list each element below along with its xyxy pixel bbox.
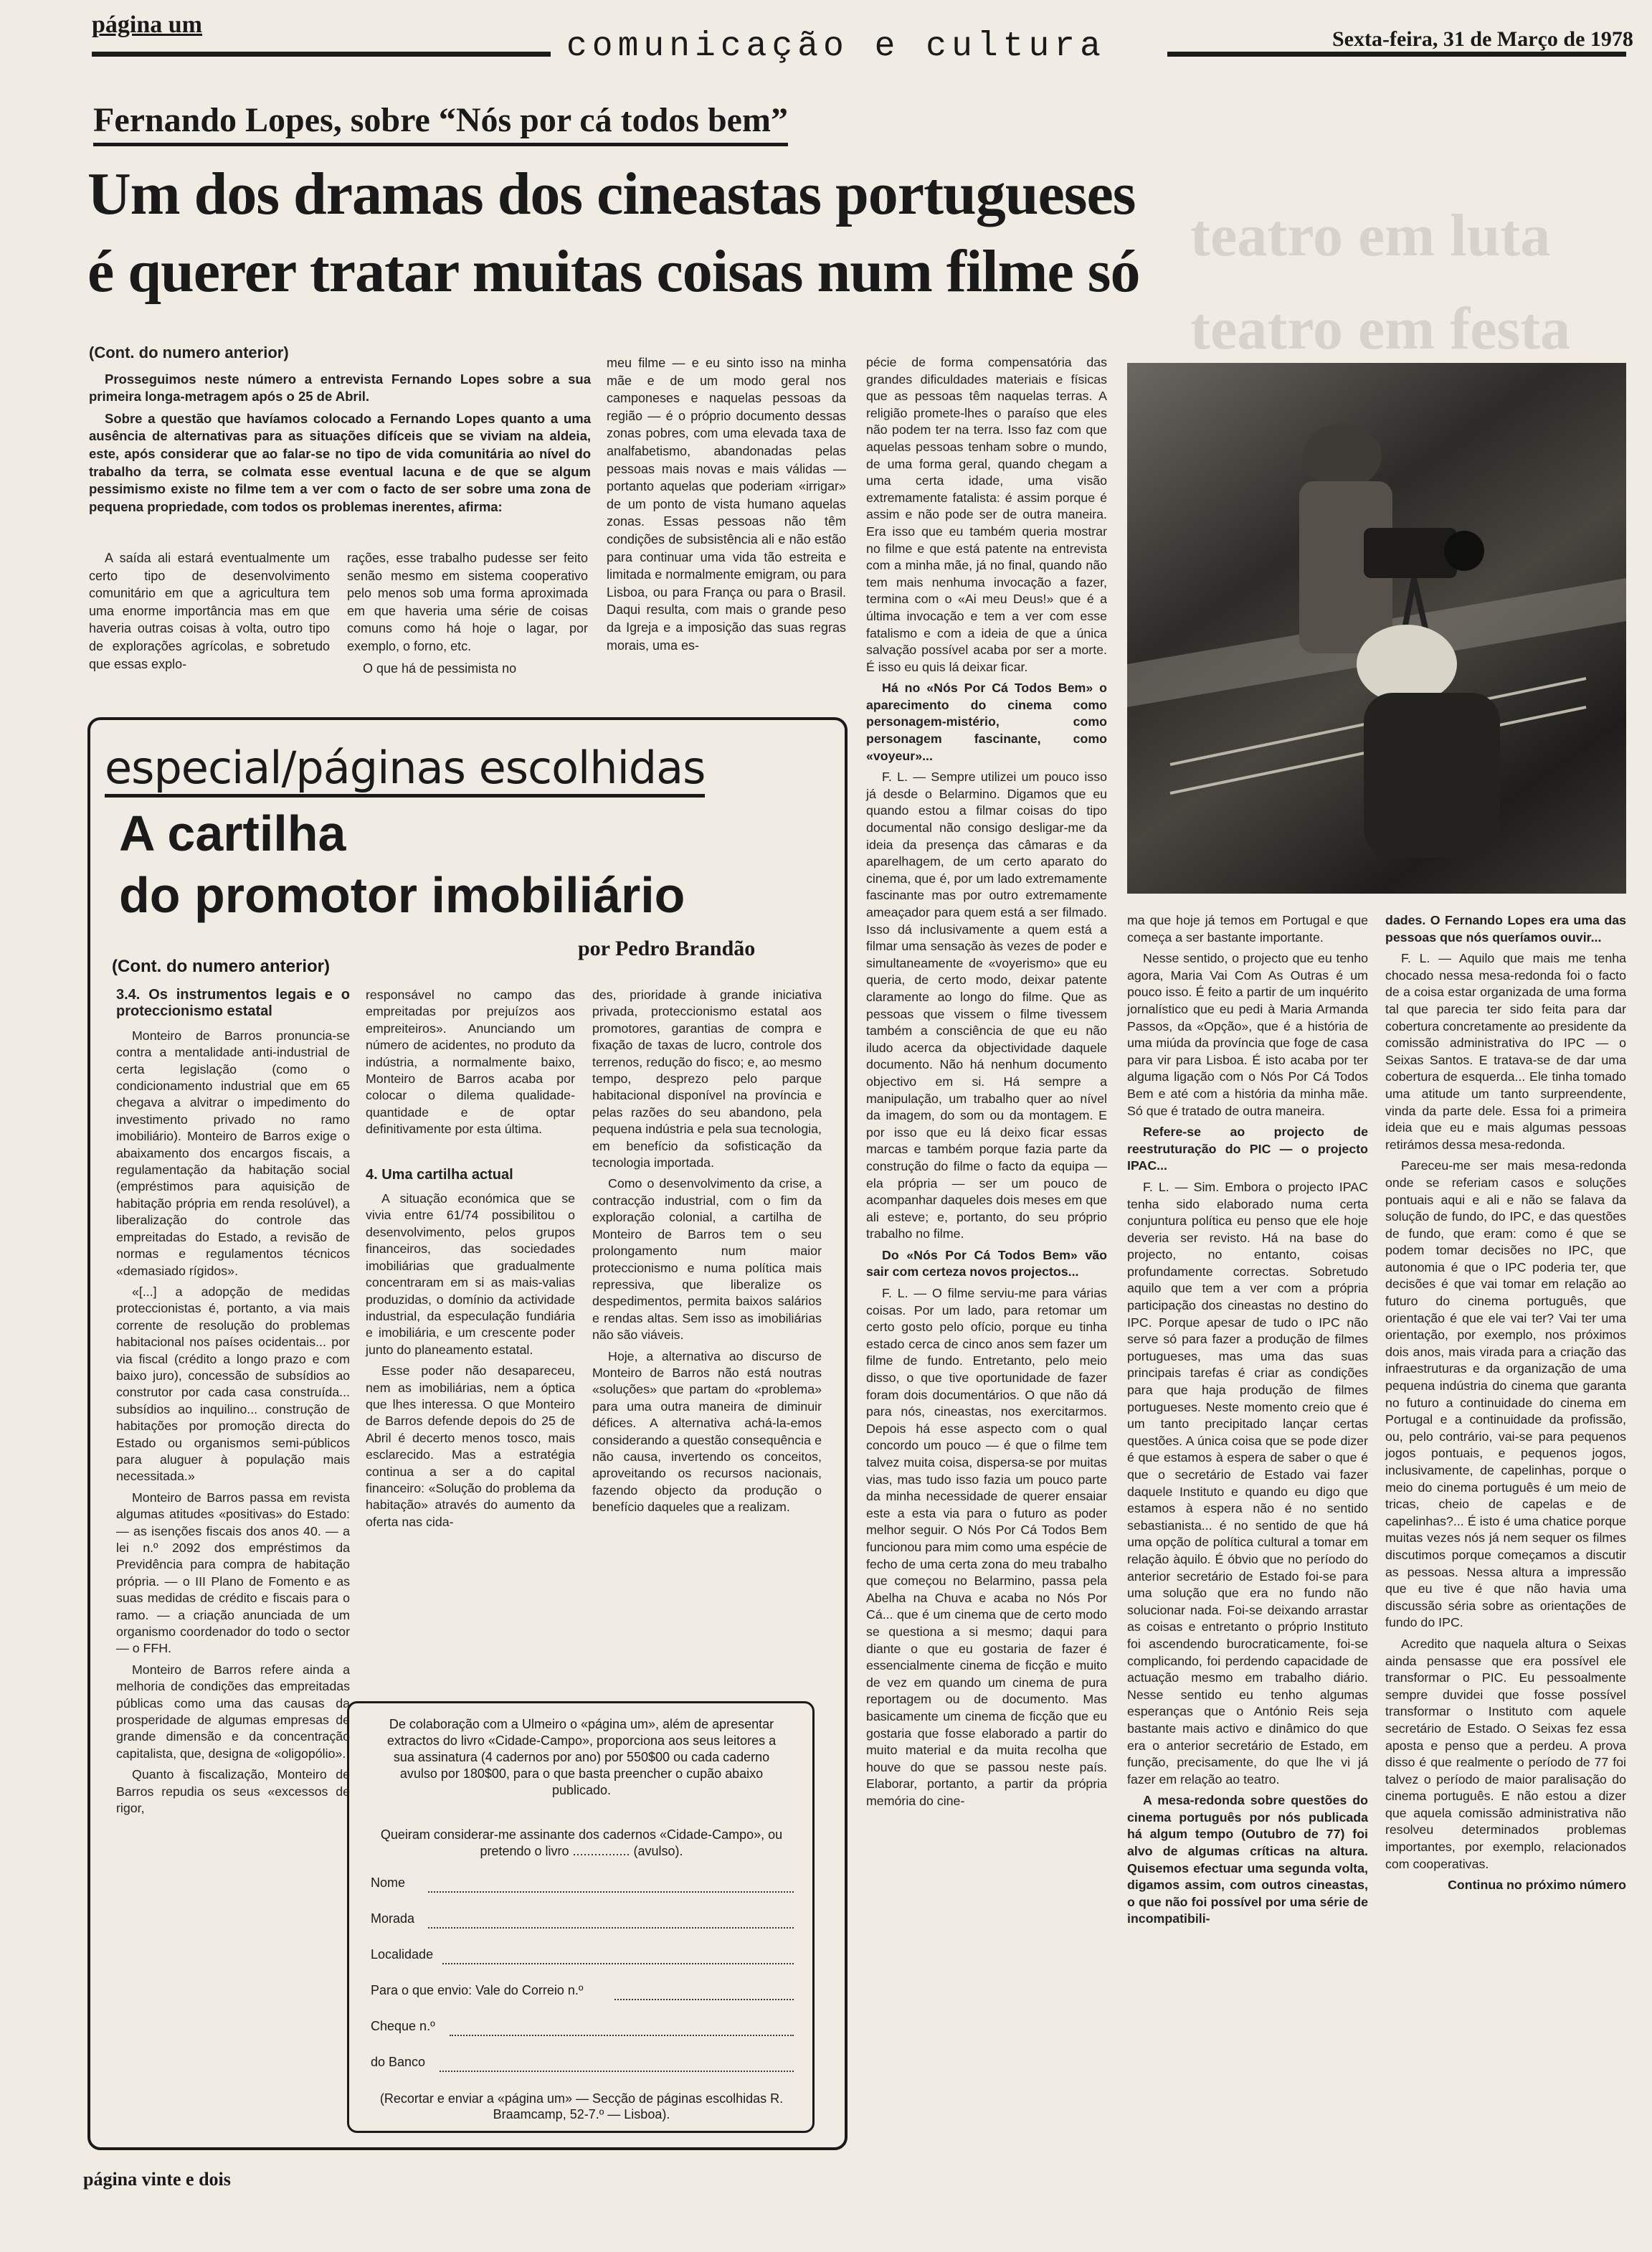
coupon-field-address-line: [428, 1927, 794, 1929]
article-col-4-question-2: Do «Nós Por Cá Todos Bem» vão sair com certeza novos projectos...: [866, 1247, 1107, 1279]
continua-note: Continua no próximo número: [1448, 1878, 1626, 1893]
special-col-b-text-2: A situação económica que se vivia entre 61/74 possibilitou o desenvolvimento, pelos grupos financeiros, das sociedades imobiliárias que gradualmente concentraram em si as mais-valias produzidas, o domínio da actividade industrial, da especulação fundiária e imobiliária, e um crescente poder junto do planeamento estatal.: [366, 1191, 575, 1357]
section-4-title: 4. Uma cartilha actual: [366, 1166, 513, 1183]
section-3-4-title: 3.4. Os instrumentos legais e o proteccionismo estatal: [116, 987, 350, 1020]
ghost-headline-1: teatro em luta: [1190, 202, 1551, 269]
coupon-field-name[interactable]: [371, 1875, 794, 1904]
coupon-field-bank-label: do Banco: [371, 2055, 426, 2069]
coupon-field-postal-order-label: Para o que envio: Vale do Correio n.º: [371, 1983, 584, 1997]
masthead: [0, 0, 1652, 72]
article-col-4-text: pécie de forma compensatória das grandes dificuldades materiais e físicas que as pessoas têm naquelas terras. A religião promete-lhes o paraíso que eles não podem ter na terra. Isso faz com que aquelas pessoas tenham sobre o mundo, de uma forma geral, quando chegam a uma certa idade, uma visão extremamente fatalista: é assim porque é assim e não pode ser de outra maneira. Era isso que eu também queria mostrar no filme e que está patente na entrevista com a minha mãe, já no final, quando não tem mais nenhuma invocação a fazer, termina com o «Ai meu Deus!» que é a última invocação e tem a ver com esse fatalismo e com a ideia de que a única salvação possível acaba por ser a morte. É isso eu quis lá deixar ficar.: [866, 355, 1107, 674]
coupon-field-locality-line: [442, 1963, 794, 1964]
coupon-field-cheque-label: Cheque n.º: [371, 2019, 435, 2033]
coupon-field-postal-order-line: [614, 1999, 794, 2000]
article-cont-note: (Cont. do numero anterior): [89, 344, 289, 361]
coupon-field-postal-order[interactable]: [371, 1983, 794, 2012]
coupon-field-address[interactable]: [371, 1911, 794, 1940]
special-col-c-text: des, prioridade à grande iniciativa privada, proteccionismo estatal aos promotores, garantias de compra e fixação de taxas de lucro, controle dos terrenos, redução do fisco; e, ao mesmo tempo, desprezo pelo parque habitacional disponível na província e pelas razões do seu abandono, pela pequena indústria e pela sua tecnologia, em benefício da sofisticação da tecnologia importada.: [592, 988, 822, 1170]
special-col-b: [366, 987, 575, 1535]
coupon-field-bank[interactable]: [371, 2055, 794, 2083]
article-col-5-question: Refere-se ao projecto de reestruturação do PIC — o projecto IPAC...: [1127, 1125, 1368, 1173]
article-kicker: Fernando Lopes, sobre “Nós por cá todos bem”: [93, 100, 788, 146]
article-col-4-question: Há no «Nós Por Cá Todos Bem» o aparecimento do cinema como personagem-mistério, como personagem fascinante, como «voyeur»...: [866, 681, 1107, 763]
article-col-5-question-2: A mesa-redonda sobre questões do cinema português por nós publicada há algum tempo (Outubro de 77) foi alvo de algumas críticas na altura. Quisemos efectuar uma segunda volta, digamos assim, com outros cineastas, o que não foi possível por uma série de incompatibili-: [1127, 1793, 1368, 1926]
article-col-2-text: rações, esse trabalho pudesse ser feito senão mesmo em sistema cooperativo pelo menos sob uma forma aproximada em que haveria uma série de coisas comuns como há hoje o lagar, por exemplo, o forno, etc.: [347, 551, 588, 653]
masthead-page-label: página um: [92, 11, 202, 38]
special-title-2: do promotor imobiliário: [119, 867, 685, 923]
article-col-6-text-2: Pareceu-me ser mais mesa-redonda onde se referiam casos e soluções pontuais aqui e ali e não se falava da solução de fundo, do IPC, e das questões de fundo, que eram: como é que se podem tomar decisões no IPC, que autonomia é que o IPC poderia ter, que decisões é que vai tomar em relação ao futuro do cinema português, que orientação é que ele vai ter? Vai ter uma orientação, por exemplo, nos próximos dois anos, mais virada para a criação das infraestruturas e da organização de uma pequena indústria do cinema que garanta no futuro a continuidade do cinema em Portugal e a continuidade da profissão, ou, pelo contrário, vai-se para pequenos jogos pontuais, e pequenos jogos, inclusivamente, de capelinhas, porque o meio do cinema português é um meio de tricas, cheio de capelas e de capelinhas?... É isto é uma chatice porque muitas vezes nós já nem sequer os filmes discutimos porque começamos a discutir as pessoas. Nessa altura a impressão que eu tive é que não havia uma discussão séria sobre as orientações de fundo do IPC.: [1385, 1158, 1626, 1630]
coupon-field-cheque-line: [450, 2035, 794, 2036]
article-col-6-text: dades. O Fernando Lopes era uma das pessoas que nós queríamos ouvir...: [1385, 913, 1626, 945]
masthead-rule-left: [92, 52, 551, 57]
special-col-b-text-3: Esse poder não desapareceu, nem as imobiliárias, nem a óptica que lhes interessa. O que Monteiro de Barros defende depois do 25 de Abril é decerto menos tosco, mais esclarecido. Mas a estratégia continua a ser a do capital financeiro: «Solução do problema da habitação» através do aumento da oferta nas cida-: [366, 1363, 575, 1529]
article-col-6-answer: F. L. — Aquilo que mais me tenha chocado nessa mesa-redonda foi o facto de a coisa estar organizada de uma forma tal que parecia ter sido feita para dar cobertura concretamente ao presidente da comissão administrativa do IPC — o Seixas Santos. E tratava-se de dar uma cobertura de esquerda... Ele tinha tomado uma atitude um tanto surpreendente, vinda da parte dele. Essa foi a primeira ideia que eu e mais algumas pessoas retirámos dessa mesa-redonda.: [1385, 951, 1626, 1152]
article-col-1-text: A saída ali estará eventualmente um certo tipo de desenvolvimento comunitário em que a agricultura tem uma enorme importância mas em que haveria outras coisas à volta, outro tipo de explorações agrícolas, e sobretudo que essas explo-: [89, 551, 330, 671]
coupon-field-name-line: [428, 1891, 794, 1893]
coupon-field-cheque[interactable]: [371, 2019, 794, 2048]
page-footer: página vinte e dois: [83, 2169, 231, 2190]
article-col-5-text-2: Nesse sentido, o projecto que eu tenho agora, Maria Vai Com As Outras é um pouco isso. É feito a partir de um inquérito jornalístico que eu pedi à Maria Armanda Passos, da «Opção», que é a história de uma miúda da província que foge de casa para vir para Lisboa. É isto acaba por ter alguma ligação com o Nós Por Cá Todos Bem e até com a história da minha mãe. Só que é tratado de outra maneira.: [1127, 951, 1368, 1118]
article-col-6-text-3: Acredito que naquela altura o Seixas ainda pensasse que era possível ele transformar o PIC. Eu pessoalmente sempre duvidei que fosse possível transformar o Instituto com aquele secretário de Estado. O Seixas fez essa aposta e penso que a perdeu. A prova disso é que realmente o período de 77 foi talvez o período de maior paralisação do cinema português. E não estou a dizer que aquela comissão administrativa não resolveu determinados problemas importantes, por exemplo, relacionados com cooperativas.: [1385, 1636, 1626, 1871]
article-col-2-text-2: O que há de pessimista no: [363, 661, 517, 676]
coupon-field-locality[interactable]: [371, 1947, 794, 1976]
article-lead: Prosseguimos neste número a entrevista Fernando Lopes sobre a sua primeira longa-metragem após o 25 de Abril.: [89, 371, 591, 404]
special-col-c-text-3: Hoje, a alternativa ao discurso de Monteiro de Barros não está noutras «soluções» que partam do «problema» para uma outra maneira de diminuir défices. A alternativa achá-la-emos considerando a questão consequência e não causa, invertendo os conceitos, aproveitando os recursos nacionais, fazendo objecto da produção o benefício daqueles que a realizam.: [592, 1348, 822, 1515]
coupon-field-locality-label: Localidade: [371, 1947, 434, 1962]
article-col-4-answer: F. L. — Sempre utilizei um pouco isso já desde o Belarmino. Digamos que eu quando estou a filmar coisas do tipo documental não consigo desligar-me da ideia da presença das câmaras e da aparelhagem, de um certo aparato do cinema, que é, por um lado extremamente fascinante mas por outro extremamente ameaçador para quem está a ser filmado. Isso dá inclusivamente a quem está a filmar uma sensação às vezes de poder e simultaneamente de «voyerismo» que eu queria, de certo modo, deixar patente claramente ao longo do filme. Que as pessoas que vissem o filme tivessem também a consciência de que eu não iludo acerca da objectividade daquele documento. Não há nenhum documento objectivo em si. Há sempre a manipulação, um trabalho quer ao nível da imagem, do som ou da montagem. E por isso que eu lá deixo ficar essas marcas e também porque fazia parte da construção do filme o facto da equipa — ela própria — ser um pouco de acompanhar daqueles dois meses em que ali esteve; e, portanto, do seu próprio trabalho no filme.: [866, 770, 1107, 1241]
coupon-field-bank-line: [440, 2071, 794, 2072]
special-cont-note: (Cont. do numero anterior): [112, 957, 330, 976]
article-intro-question: Sobre a questão que havíamos colocado a Fernando Lopes quanto a uma ausência de alternativas para as situações difíceis que se viviam na aldeia, este, após considerar que ao falar-se no tipo de vida comunitária ao nível do trabalho da terra, se colmata esse eventual lacuna e de que se algum pessimismo existe no filme tem a ver com o facto de ser sobre uma zona de pequena propriedade, com todos os problemas inerentes, afirma:: [89, 410, 591, 514]
special-col-c: [592, 987, 822, 1520]
article-col-6: [1385, 912, 1626, 1898]
article-col-4-answer-2: F. L. — O filme serviu-me para várias coisas. Por um lado, para retomar um certo gosto pelo ofício, porque eu tinha estado cerca de cinco anos sem fazer um filme de fundo. Entretanto, pelo meio disso, o que tive oportunidade de fazer foram dois documentários. O que não dá para nós, cineastas, nos exercitarmos. Depois há esse aspecto com o qual concordo um pouco — é que o filme tem talvez muita coisa, dispersa-se por muitas vias, mas tudo isso fazia um pouco parte da minha necessidade de querer ensaiar este a esta via para o futuro as poder melhor seguir. O Nós Por Cá Todos Bem funcionou para mim como uma espécie de fecho de uma certa zona do meu trabalho que começou no Belarmino, passa pela Abelha na Chuva e acaba no Nós Por Cá... que é um cinema que de certo modo se questiona a si mesmo; daqui para diante o que eu gostaria de fazer é essencialmente cinema de ficção e muito de vez em quando um cinema de pura reportagem ou de documento. Mas basicamente um cinema de ficção que eu gostaria que fosse elaborado a partir do muito material e da muita recolha que houve do que se passou neste país. Elaborar, portanto, a partir da própria memória do cine-: [866, 1286, 1107, 1808]
article-headline-1: Um dos dramas dos cineastas portugueses: [87, 161, 1136, 227]
coupon-footer: (Recortar e enviar a «página um» — Secção de páginas escolhidas R. Braamcamp, 52-7.º — Lisboa).: [379, 2091, 784, 2121]
special-byline: por Pedro Brandão: [578, 937, 756, 960]
special-col-c-text-2: Como o desenvolvimento da crise, a contracção industrial, com o fim da exploração colonial, a cartilha de Monteiro de Barros tem o seu prolongamento num maior proteccionismo e numa política mais repressiva, que liberalize os despedimentos, permita baixos salários e rendas altas. Sem isso as imobiliárias não são viáveis.: [592, 1176, 822, 1343]
special-col-a-text: Monteiro de Barros pronuncia-se contra a mentalidade anti-industrial de certa legislação (como o condicionamento industrial que em 65 chegava a alvitrar o impedimento do investimento privado no ramo imobiliário). Monteiro de Barros exige o abaixamento dos encargos fiscais, a regulamentação da habitação social (empréstimos para aquisição de habitação própria em renda resolúvel), a liberalização do controle das empreitadas do Estado, a revisão de normas e regulamentos técnicos «demasiado rígidos».: [116, 1028, 350, 1278]
article-col-5-answer: F. L. — Sim. Embora o projecto IPAC tenha sido elaborado numa certa conjuntura política eu penso que ele hoje deveria ser revisto. Há na base do projecto, no entanto, coisas profundamente correctas. Sobretudo aquilo que tem a ver com a própria participação dos cineastas no destino do IPC. Porque apesar de tudo o IPC não serve só para fazer a produção de filmes portugueses, mas uma das suas principais tarefas é criar as condições para que haja produção de filmes portugueses. Neste momento creio que é um tanto precipitado lançar certas questões. A única coisa que se pode dizer é que estamos à espera de saber o que é que o secretário de Estado vai fazer daquele Instituto e quando eu digo que estamos à espera não é no sentido sebastianista... é no sentido de que há uma opção de política cultural a tomar em relação àquilo. É óbvio que no período do anterior secretário de Estado foi-se para uma solução que era no fundo não solucionar nada. Foi-se deixando arrastar as coisas e entretanto o próprio Instituto foi ascendendo burocraticamente, foi-se complicando, foi perdendo capacidade de actuação mesmo em trabalho diário. Nesse sentido eu tenho algumas esperanças que o António Reis seja bastante mais activo e dinâmico do que era o anterior secretário de Estado, em função, precisamente, do que lhe vi já fazer em relação ao teatro.: [1127, 1179, 1368, 1787]
special-col-a-text-3: Monteiro de Barros passa em revista algumas atitudes «positivas» do Estado: — as isenções fiscais dos anos 40. — a lei n.º 2092 dos empréstimos da Previdência para compra de habitação própria. — o III Plano de Fomento e as suas medidas de crédito e fiscais para o ramo. — a criação anunciada de um organismo coordenador do todo o sector — o FFH.: [116, 1490, 350, 1656]
special-col-a-text-2: «[...] a adopção de medidas proteccionistas é, portanto, a via mais corrente de resolução do problemas habitacional nos países ocidentais... por via fiscal (crédito a longo prazo e com baixo juro), concessão de subsídios ao construtor por cada casa construída... subsídios ao inquilino... construção de habitações por promoção directa do Estado ou organismos semi-públicos para aluguer à população mais necessitada.»: [116, 1284, 350, 1484]
special-col-a: [116, 987, 350, 1822]
special-title-1: A cartilha: [119, 805, 346, 861]
coupon-field-address-label: Morada: [371, 1911, 415, 1926]
special-banner: especial/páginas escolhidas: [105, 742, 705, 798]
coupon-field-name-label: Nome: [371, 1875, 406, 1890]
masthead-section: comunicação e cultura: [566, 27, 1106, 66]
camera-operator-illustration: [1127, 363, 1626, 894]
masthead-date: Sexta-feira, 31 de Março de 1978: [1332, 27, 1633, 51]
article-col-3-text: meu filme — e eu sinto isso na minha mãe e de um modo geral nos camponeses e naquelas pessoas da região — é o próprio documento dessas zonas pobres, com uma elevada taxa de analfabetismo, abandonadas pelas pessoas mais novas e mais válidas — portanto aquelas que poderiam «irrigar» de um ponto de vista humano aquelas zonas. Essas pessoas não têm condições de subsistência ali e não estão para continuar uma vida tão estreita e limitada e normalmente emigram, ou para Lisboa, ou para França ou para o Brasil. Daqui resulta, com mais o grande peso da Igreja e a imposição das suas regras morais, uma es-: [607, 356, 846, 653]
special-col-a-text-4: Monteiro de Barros refere ainda a melhoria de condições das empreitadas públicas como uma das causas da prosperidade de algumas empresas de grande dimensão e da concentração capitalista, que, designa de «oligopólio».: [116, 1662, 350, 1761]
subscription-coupon: [347, 1701, 815, 2133]
article-col-2: [347, 549, 588, 681]
masthead-rule-right: [1167, 52, 1626, 57]
article-intro: [89, 344, 591, 520]
article-col-5: [1127, 912, 1368, 1932]
article-col-1: [89, 549, 330, 677]
film-set-photo: [1127, 363, 1626, 894]
coupon-request: Queiram considerar-me assinante dos cadernos «Cidade-Campo», ou pretendo o livro ................ (avulso).: [380, 1827, 783, 1858]
ghost-headline-2: teatro em festa: [1190, 295, 1571, 362]
article-headline-2: é querer tratar muitas coisas num filme só: [87, 238, 1140, 305]
special-col-a-text-5: Quanto à fiscalização, Monteiro de Barros repudia os seus «excessos de rigor,: [116, 1767, 350, 1816]
article-col-4: [866, 354, 1107, 1814]
article-col-5-text: ma que hoje já temos em Portugal e que começa a ser bastante importante.: [1127, 913, 1368, 945]
coupon-intro: De colaboração com a Ulmeiro o «página um», além de apresentar extractos do livro «Cidade-Campo», proporciona aos seus leitores a sua assinatura (4 cadernos por ano) por 550$00 ou cada caderno avulso por 180$00, para o que basta preencher o cupão abaixo publicado.: [386, 1717, 777, 1797]
article-col-3: [607, 354, 846, 658]
special-col-b-text: responsável no campo das empreitadas por prejuízos aos empreiteiros». Anunciando um número de acidentes, no produto da indústria, a normalmente baixo, Monteiro de Barros acaba por colocar o dilema qualidade-quantidade e de optar definitivamente por esta última.: [366, 988, 575, 1137]
